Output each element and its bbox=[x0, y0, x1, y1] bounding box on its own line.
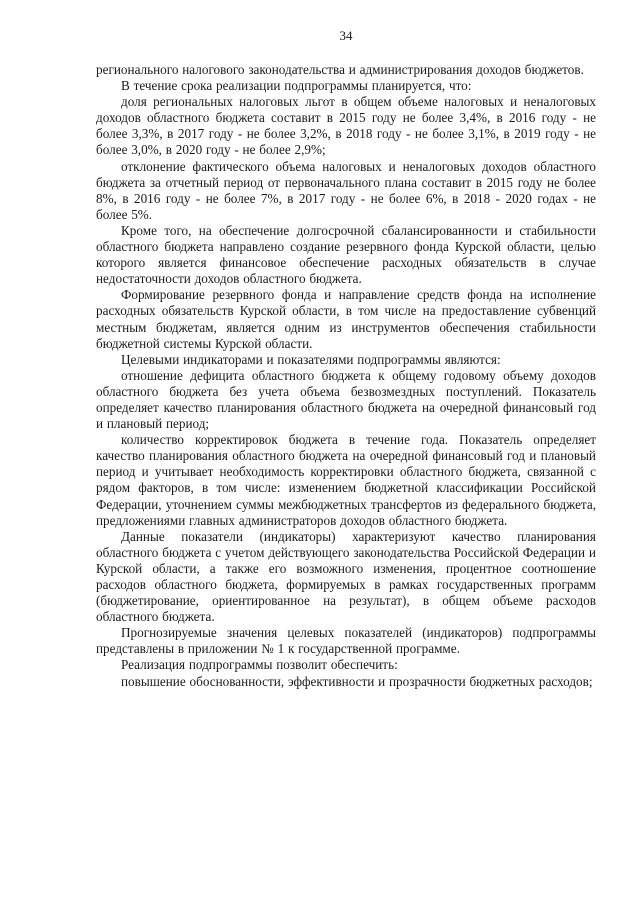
paragraph: отношение дефицита областного бюджета к общему годовому объему доходов областного бюджета без учета объема безвозмездных поступлений. Показатель определяет качество планирования областного бюджета на очередной финансовый год и плановый период; bbox=[96, 367, 596, 432]
page-number: 34 bbox=[339, 28, 353, 43]
paragraph: Прогнозируемые значения целевых показателей (индикаторов) подпрограммы представлены в приложении № 1 к государственной программе. bbox=[96, 625, 596, 657]
paragraph: Кроме того, на обеспечение долгосрочной сбалансированности и стабильности областного бюджета направлено создание резервного фонда Курской области, целью которого является финансовое обеспечение расходных обязательств в случае недостаточности доходов областного бюджета. bbox=[96, 222, 596, 287]
body-text bbox=[96, 62, 596, 690]
paragraph: отклонение фактического объема налоговых и неналоговых доходов областного бюджета за отчетный период от первоначального плана составит в 2015 году не более 8%, в 2016 году - не более 7%, в 2017 году - не более 6%, в 2018 - 2020 годах - не более 5%. bbox=[96, 158, 596, 222]
paragraph: доля региональных налоговых льгот в общем объеме налоговых и неналоговых доходов областного бюджета составит в 2015 году не более 3,4%, в 2016 году - не более 3,3%, в 2017 году - не более 3,2%, в 2018 году - не более 3,1%, в 2019 году - не более 3,0%, в 2020 году - не более 2,9%; bbox=[96, 94, 596, 158]
paragraph: Формирование резервного фонда и направление средств фонда на исполнение расходных обязательств Курской области, в том числе на предоставление субвенций местным бюджетам, является одним из инструментов обеспечения стабильности бюджетной системы Курской области. bbox=[96, 287, 596, 351]
paragraph: регионального налогового законодательства и администрирования доходов бюджетов. bbox=[96, 62, 584, 77]
paragraph: повышение обоснованности, эффективности и прозрачности бюджетных расходов; bbox=[121, 673, 593, 689]
paragraph: Целевыми индикаторами и показателями подпрограммы являются: bbox=[121, 351, 501, 367]
paragraph: Данные показатели (индикаторы) характеризуют качество планирования областного бюджета с учетом действующего законодательства Российской Федерации и Курской области, а также его возможного изменения, процентное соотношение расходов областного бюджета, формируемых в рамках государственных программ (бюджетирование, ориентированное на результат), в общем объеме расходов областного бюджета. bbox=[96, 528, 596, 625]
paragraph: Реализация подпрограммы позволит обеспечить: bbox=[121, 657, 398, 673]
paragraph: В течение срока реализации подпрограммы планируется, что: bbox=[121, 78, 472, 94]
paragraph: количество корректировок бюджета в течение года. Показатель определяет качество планирования областного бюджета на очередной финансовый год и плановый период и учитывает необходимость корректировки областного бюджета, связанной с рядом факторов, в том числе: изменением бюджетной классификации Российской Федерации, уточнением суммы межбюджетных трансфертов из федерального бюджета, предложениями главных администраторов доходов областного бюджета. bbox=[96, 432, 596, 528]
